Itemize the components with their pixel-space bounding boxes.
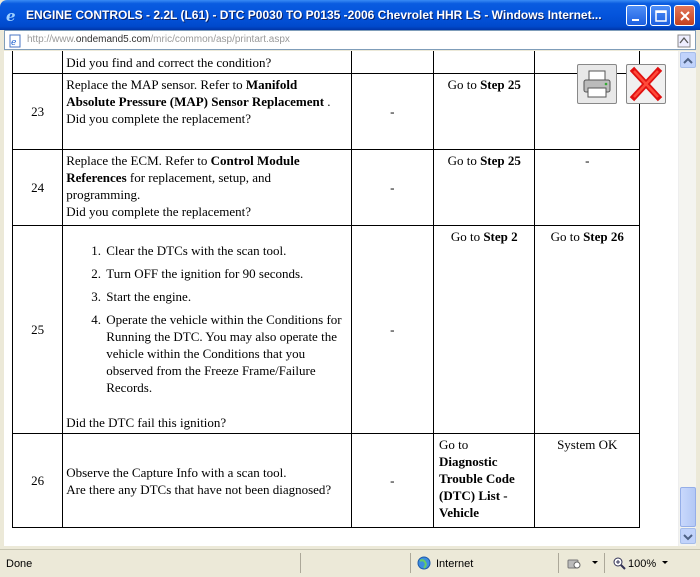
close-window-button[interactable] bbox=[674, 5, 695, 26]
compatibility-view-icon[interactable] bbox=[677, 33, 691, 47]
scroll-up-button[interactable] bbox=[680, 52, 696, 68]
step-number: 25 bbox=[13, 226, 63, 434]
step-yes[interactable]: Go to Step 25 bbox=[434, 74, 535, 150]
step-action: Replace the MAP sensor. Refer to Manifold Absolute Pressure (MAP) Sensor Replacement . Did you complete the replacement? bbox=[63, 74, 351, 150]
print-button[interactable] bbox=[577, 64, 617, 104]
step-number: 24 bbox=[13, 150, 63, 226]
diagnostic-steps-table bbox=[12, 51, 640, 528]
list-item: 2. Turn OFF the ignition for 90 seconds. bbox=[104, 265, 347, 282]
procedure-link[interactable]: Control Module References bbox=[66, 153, 300, 185]
maximize-button[interactable] bbox=[650, 5, 671, 26]
chevron-up-icon bbox=[681, 54, 695, 68]
step-action: Replace the ECM. Refer to Control Module References for replacement, setup, and programming. Did you complete the replacement? bbox=[63, 150, 351, 226]
step-action: Observe the Capture Info with a scan tool. Are there any DTCs that have not been diagnosed? bbox=[63, 434, 351, 528]
protected-mode-icon[interactable] bbox=[566, 556, 594, 570]
zoom-level[interactable]: 100% bbox=[628, 558, 657, 570]
step-no[interactable]: Go to Step 26 bbox=[535, 226, 640, 434]
step-action: 1. Clear the DTCs with the scan tool. 2. Turn OFF the ignition for 90 seconds. 3. Start the engine. 4. Operate the vehicle within the Conditions for Running the DTC. You may also operate the vehicle within the Conditions that you observed from the Freeze Frame/Failure Records. Did the DTC fail this ignition? bbox=[63, 226, 351, 434]
procedure-list bbox=[104, 242, 347, 396]
globe-icon bbox=[417, 556, 431, 570]
step-value: - bbox=[351, 150, 433, 226]
table-row bbox=[13, 51, 640, 74]
partial-question: Did you find and correct the condition? bbox=[66, 55, 272, 70]
procedure-link[interactable]: Manifold Absolute Pressure (MAP) Sensor Replacement bbox=[66, 77, 325, 109]
ie-logo-icon bbox=[5, 7, 21, 23]
list-item: 4. Operate the vehicle within the Conditions for Running the DTC. You may also operate the vehicle within the Conditions that you observed from the Freeze Frame/Failure Records. bbox=[104, 311, 347, 396]
step-number: 23 bbox=[13, 74, 63, 150]
table-row bbox=[13, 226, 640, 434]
table-row bbox=[13, 150, 640, 226]
chevron-down-icon[interactable] bbox=[662, 561, 668, 564]
scroll-thumb[interactable] bbox=[680, 487, 696, 527]
minimize-button[interactable] bbox=[626, 5, 647, 26]
svg-text:e: e bbox=[6, 7, 16, 23]
printer-icon bbox=[578, 65, 616, 103]
close-x-icon bbox=[627, 65, 665, 103]
chevron-down-icon[interactable] bbox=[592, 561, 598, 564]
status-bar bbox=[0, 549, 700, 577]
table-row bbox=[13, 434, 640, 528]
list-item: 1. Clear the DTCs with the scan tool. bbox=[104, 242, 347, 259]
step-no: System OK bbox=[535, 434, 640, 528]
security-zone[interactable]: Internet bbox=[436, 558, 474, 570]
step-yes[interactable]: Go to Step 2 bbox=[434, 226, 535, 434]
window-title: ENGINE CONTROLS - 2.2L (L61) - DTC P0030 TO P0135 -2006 Chevrolet HHR LS - Windows Internet... bbox=[26, 8, 602, 22]
step-yes[interactable]: Go to Diagnostic Trouble Code (DTC) List - Vehicle bbox=[434, 434, 535, 528]
step-value: - bbox=[351, 226, 433, 434]
chevron-down-icon bbox=[681, 530, 695, 544]
scroll-down-button[interactable] bbox=[680, 528, 696, 544]
zoom-icon[interactable] bbox=[612, 556, 626, 570]
close-page-button[interactable] bbox=[626, 64, 666, 104]
address-bar[interactable] bbox=[4, 30, 696, 50]
step-number: 26 bbox=[13, 434, 63, 528]
status-text: Done bbox=[6, 558, 33, 570]
step-value: - bbox=[351, 74, 433, 150]
vertical-scrollbar[interactable] bbox=[678, 51, 696, 546]
table-row bbox=[13, 74, 640, 150]
url-text[interactable]: http://www.ondemand5.com/mric/common/asp/printart.aspx bbox=[27, 34, 290, 45]
page-icon bbox=[8, 33, 22, 47]
step-value: - bbox=[351, 434, 433, 528]
step-no: - bbox=[535, 150, 640, 226]
page-viewport bbox=[4, 51, 678, 546]
svg-text:e: e bbox=[11, 38, 17, 48]
step-yes[interactable]: Go to Step 25 bbox=[434, 150, 535, 226]
list-item: 3. Start the engine. bbox=[104, 288, 347, 305]
title-bar bbox=[0, 0, 700, 30]
